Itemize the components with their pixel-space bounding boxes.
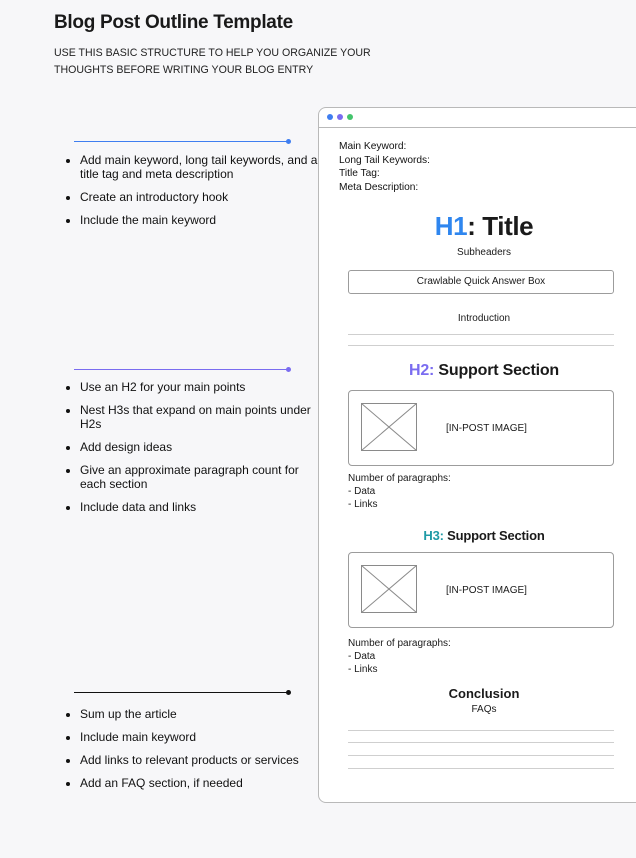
in-post-image-label: [IN-POST IMAGE] (446, 584, 527, 596)
tip-item: • Use an H2 for your main points (80, 380, 320, 394)
data-label: - Data (348, 486, 376, 497)
divider-dot (286, 690, 291, 695)
h1-tag: H1 (434, 211, 468, 241)
section-divider-1 (74, 141, 288, 142)
tip-item: • Create an introductory hook (80, 190, 320, 204)
introduction-label: Introduction (457, 313, 511, 324)
tip-item: • Include the main keyword (80, 213, 320, 227)
tip-item: • Add an FAQ section, if needed (80, 776, 320, 790)
quick-answer-box: Crawlable Quick Answer Box (348, 270, 614, 294)
window-dot-green-icon (347, 114, 353, 120)
window-dot-purple-icon (337, 114, 343, 120)
tips-list-1 (58, 153, 320, 236)
h2-tag: H2: (409, 362, 435, 379)
in-post-image-box (348, 552, 614, 628)
divider-dot (286, 139, 291, 144)
meta-field-meta-description: Meta Description: (339, 181, 419, 193)
page-subtitle: USE THIS BASIC STRUCTURE TO HELP YOU ORGANIZE YOUR THOUGHTS BEFORE WRITING YOUR BLOG ENTRY (54, 47, 371, 76)
tip-item: • Add links to relevant products or services (80, 753, 320, 767)
meta-field-title-tag: Title Tag: (339, 168, 380, 179)
h2-text: Support Section (434, 362, 559, 379)
h1-text: : Title (467, 211, 534, 241)
tip-item: • Sum up the article (80, 707, 320, 721)
tip-item: • Include data and links (80, 500, 320, 514)
section-divider-2 (74, 369, 288, 370)
paragraph-notes (348, 637, 451, 676)
h3-text: Support Section (443, 528, 545, 543)
tip-item: • Add design ideas (80, 440, 320, 454)
paragraphs-count-label: Number of paragraphs: (348, 473, 451, 484)
intro-line (348, 345, 614, 346)
conclusion-line (348, 755, 614, 756)
conclusion-line (348, 730, 614, 731)
in-post-image-label: [IN-POST IMAGE] (446, 422, 527, 434)
subheaders-label: Subheaders (457, 247, 511, 258)
browser-mockup (318, 107, 636, 803)
conclusion-line (348, 768, 614, 769)
tip-item: • Include main keyword (80, 730, 320, 744)
tip-item: • Nest H3s that expand on main points under H2s (80, 403, 320, 431)
h3-heading (319, 528, 636, 543)
in-post-image-box (348, 390, 614, 466)
tip-item: • Add main keyword, long tail keywords, and a title tag and meta description (80, 153, 320, 181)
divider-dot (286, 367, 291, 372)
paragraphs-count-label: Number of paragraphs: (348, 638, 451, 649)
conclusion-heading: Conclusion (448, 686, 520, 701)
h2-heading (319, 362, 636, 380)
meta-field-main-keyword: Main Keyword: (339, 141, 407, 152)
data-label: - Data (348, 651, 376, 662)
links-label: - Links (348, 664, 378, 675)
faqs-label: FAQs (471, 704, 497, 715)
page-title: Blog Post Outline Template (54, 12, 293, 33)
meta-field-long-tail-keywords: Long Tail Keywords: (339, 154, 430, 166)
intro-line (348, 334, 614, 335)
h3-tag: H3: (423, 528, 444, 543)
section-divider-3 (74, 692, 288, 693)
window-dot-blue-icon (327, 114, 333, 120)
tips-list-2 (58, 380, 320, 523)
h1-heading (319, 211, 636, 241)
tips-list-3 (58, 707, 320, 799)
links-label: - Links (348, 499, 378, 510)
image-placeholder-icon (361, 403, 417, 451)
tip-item: • Give an approximate paragraph count for each section (80, 463, 320, 491)
paragraph-notes (348, 472, 451, 511)
meta-fields (339, 140, 430, 194)
browser-title-bar (319, 108, 636, 128)
conclusion-line (348, 742, 614, 743)
image-placeholder-icon (361, 565, 417, 613)
